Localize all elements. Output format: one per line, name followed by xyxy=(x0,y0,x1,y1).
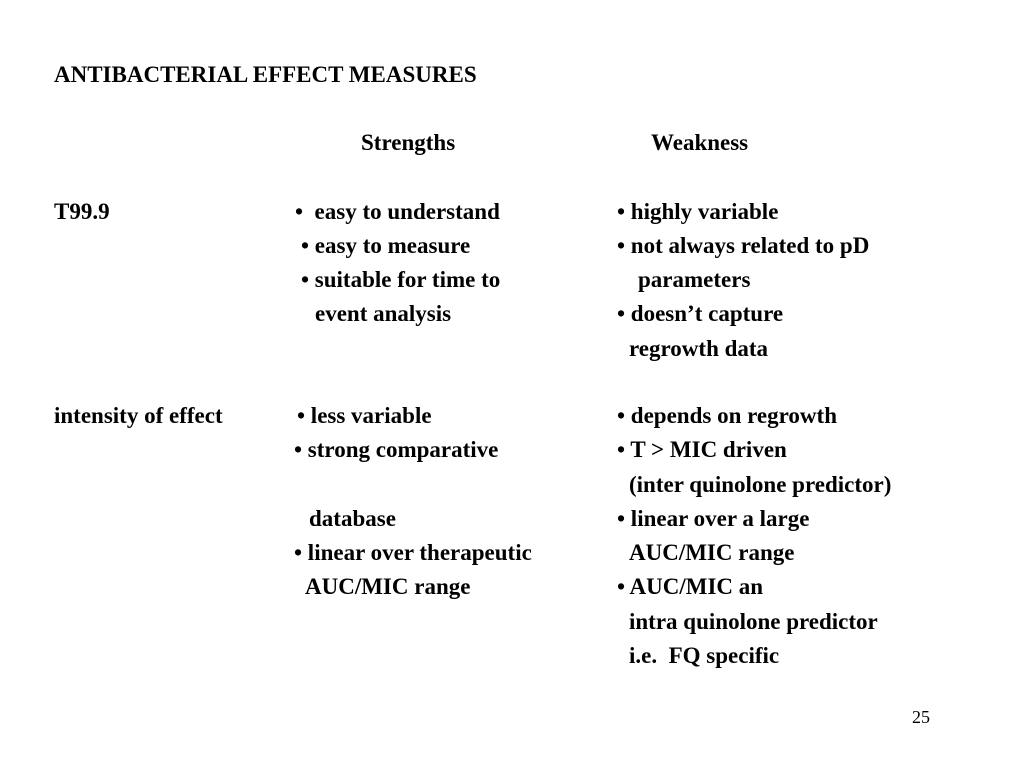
strengths-header: Strengths xyxy=(361,130,456,155)
t99-9-strength-line: • easy to measure xyxy=(301,233,471,258)
t99-9-weakness-line: parameters xyxy=(638,267,751,292)
intensity-strength-line: • linear over therapeutic xyxy=(294,540,532,565)
intensity-weakness-line: (inter quinolone predictor) xyxy=(629,472,892,497)
t99-9-weakness-line: • doesn’t capture xyxy=(617,301,784,326)
row-label-intensity-of-effect: intensity of effect xyxy=(54,403,223,428)
weakness-header: Weakness xyxy=(651,130,749,155)
intensity-weakness-line: AUC/MIC range xyxy=(629,540,795,565)
row-label-t99-9: T99.9 xyxy=(54,199,110,224)
intensity-weakness-line: i.e. FQ specific xyxy=(629,643,780,668)
intensity-weakness-line: • T > MIC driven xyxy=(617,437,787,462)
intensity-strength-line: AUC/MIC range xyxy=(305,574,471,599)
intensity-weakness-line: intra quinolone predictor xyxy=(629,609,878,634)
intensity-weakness-line: • linear over a large xyxy=(617,506,810,531)
intensity-weakness-line: • AUC/MIC an xyxy=(617,574,764,599)
intensity-strength-line: • less variable xyxy=(297,403,432,428)
t99-9-strength-line: event analysis xyxy=(315,301,452,326)
intensity-strength-line: database xyxy=(309,506,396,531)
t99-9-weakness-line: regrowth data xyxy=(629,336,769,361)
slide-title: ANTIBACTERIAL EFFECT MEASURES xyxy=(54,62,477,87)
t99-9-weakness-line: • highly variable xyxy=(617,199,779,224)
page-number: 25 xyxy=(912,707,930,727)
t99-9-strength-line: • easy to understand xyxy=(295,199,500,224)
intensity-strength-line: • strong comparative xyxy=(294,437,499,462)
t99-9-weakness-line: • not always related to pD xyxy=(617,233,870,258)
intensity-weakness-line: • depends on regrowth xyxy=(617,403,837,428)
t99-9-strength-line: • suitable for time to xyxy=(301,267,501,292)
